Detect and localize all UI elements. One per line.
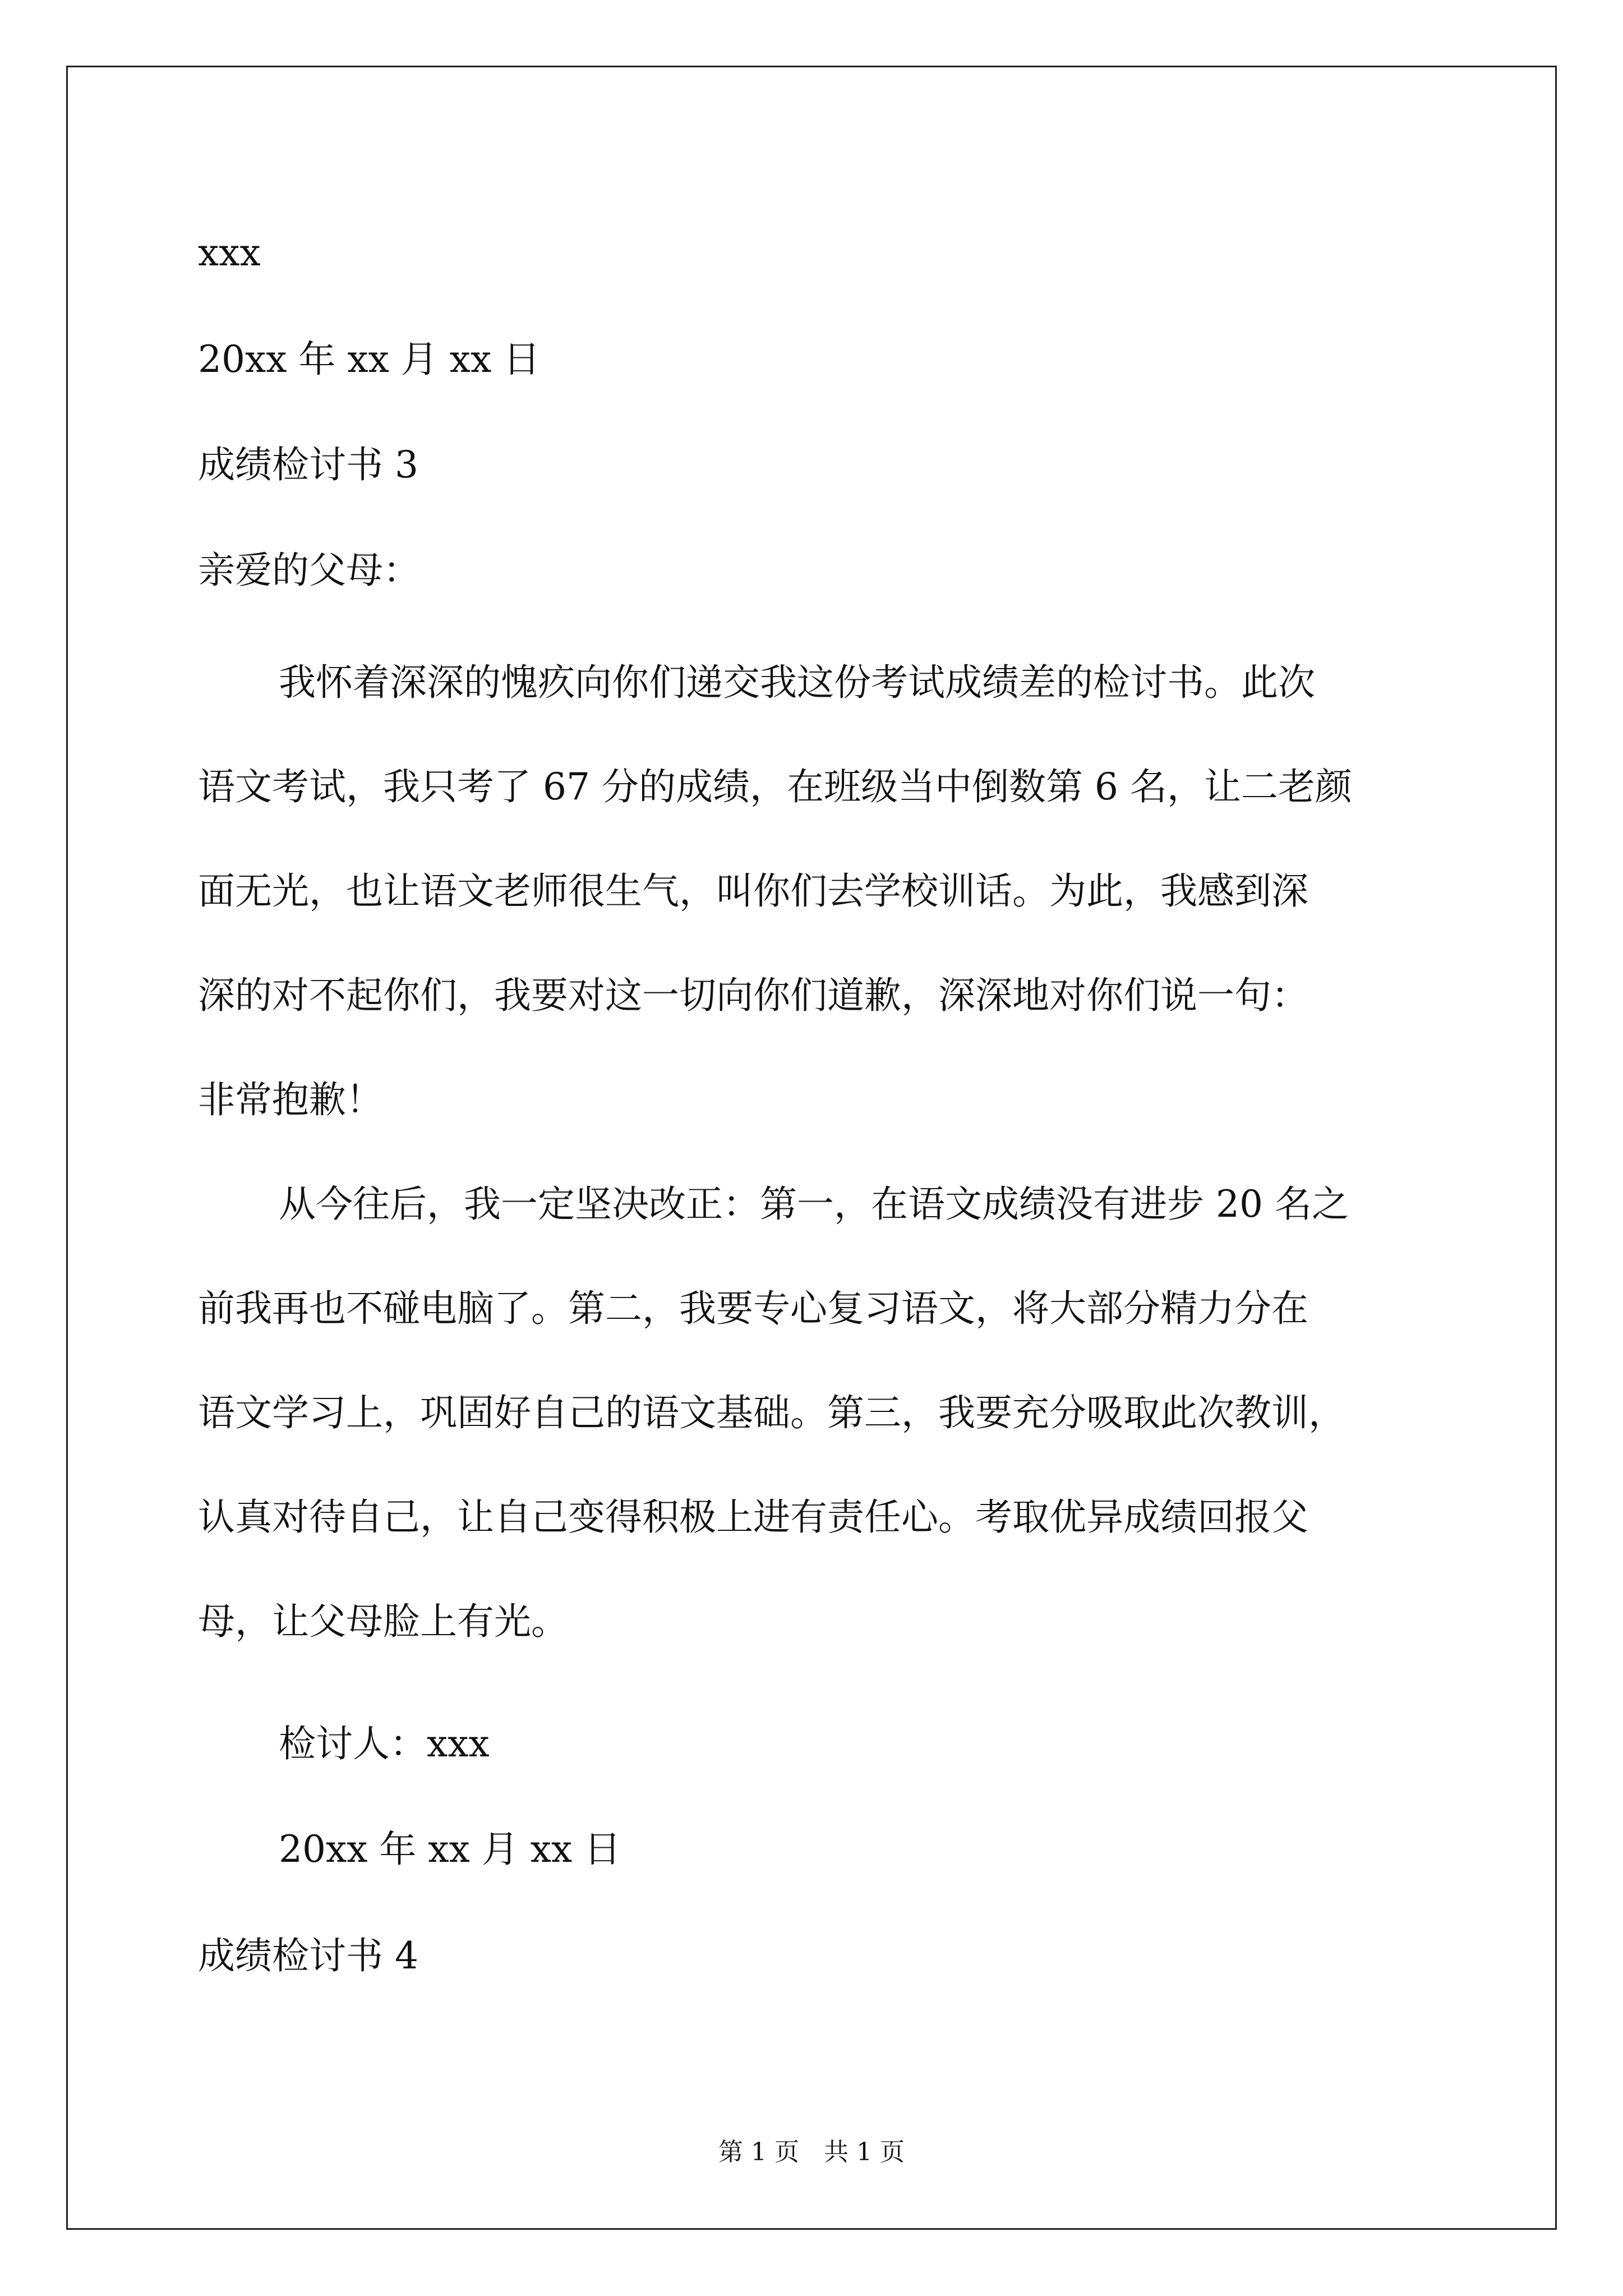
paragraph-line: 认真对待自己，让自己变得积极上进有责任心。考取优异成绩回报父: [198, 1496, 1308, 1539]
section-title: 成绩检讨书 4: [198, 1934, 418, 1977]
section-title: 成绩检讨书 3: [198, 443, 418, 486]
paragraph-1: [198, 631, 1429, 1152]
date-line: 20xx 年 xx 月 xx 日: [198, 338, 541, 381]
paragraph-2: [198, 1152, 1429, 1674]
paragraph-line: 母，让父母脸上有光。: [198, 1600, 568, 1643]
paragraph-line: 语文考试，我只考了 67 分的成绩，在班级当中倒数第 6 名，让二老颜: [198, 765, 1352, 808]
author-sign: xxx: [198, 231, 261, 274]
paragraph-line: 从今往后，我一定坚决改正：第一，在语文成绩没有进步 20 名之: [279, 1182, 1349, 1226]
paragraph-line: 前我再也不碰电脑了。第二，我要专心复习语文，将大部分精力分在: [198, 1287, 1308, 1330]
page-footer: 第 1 页 共 1 页: [718, 2138, 905, 2166]
signature: 检讨人：xxx: [279, 1722, 490, 1765]
paragraph-line: 深的对不起你们，我要对这一切向你们道歉，深深地对你们说一句：: [198, 974, 1308, 1017]
paragraph-line: 非常抱歉！: [198, 1078, 383, 1121]
paragraph-line: 我怀着深深的愧疚向你们递交我这份考试成绩差的检讨书。此次: [279, 661, 1315, 704]
signature-date: 20xx 年 xx 月 xx 日: [279, 1828, 621, 1871]
paragraph-line: 面无光，也让语文老师很生气，叫你们去学校训话。为此，我感到深: [198, 869, 1308, 913]
salutation: 亲爱的父母：: [198, 549, 420, 592]
paragraph-line: 语文学习上，巩固好自己的语文基础。第三，我要充分吸取此次教训，: [198, 1391, 1345, 1434]
